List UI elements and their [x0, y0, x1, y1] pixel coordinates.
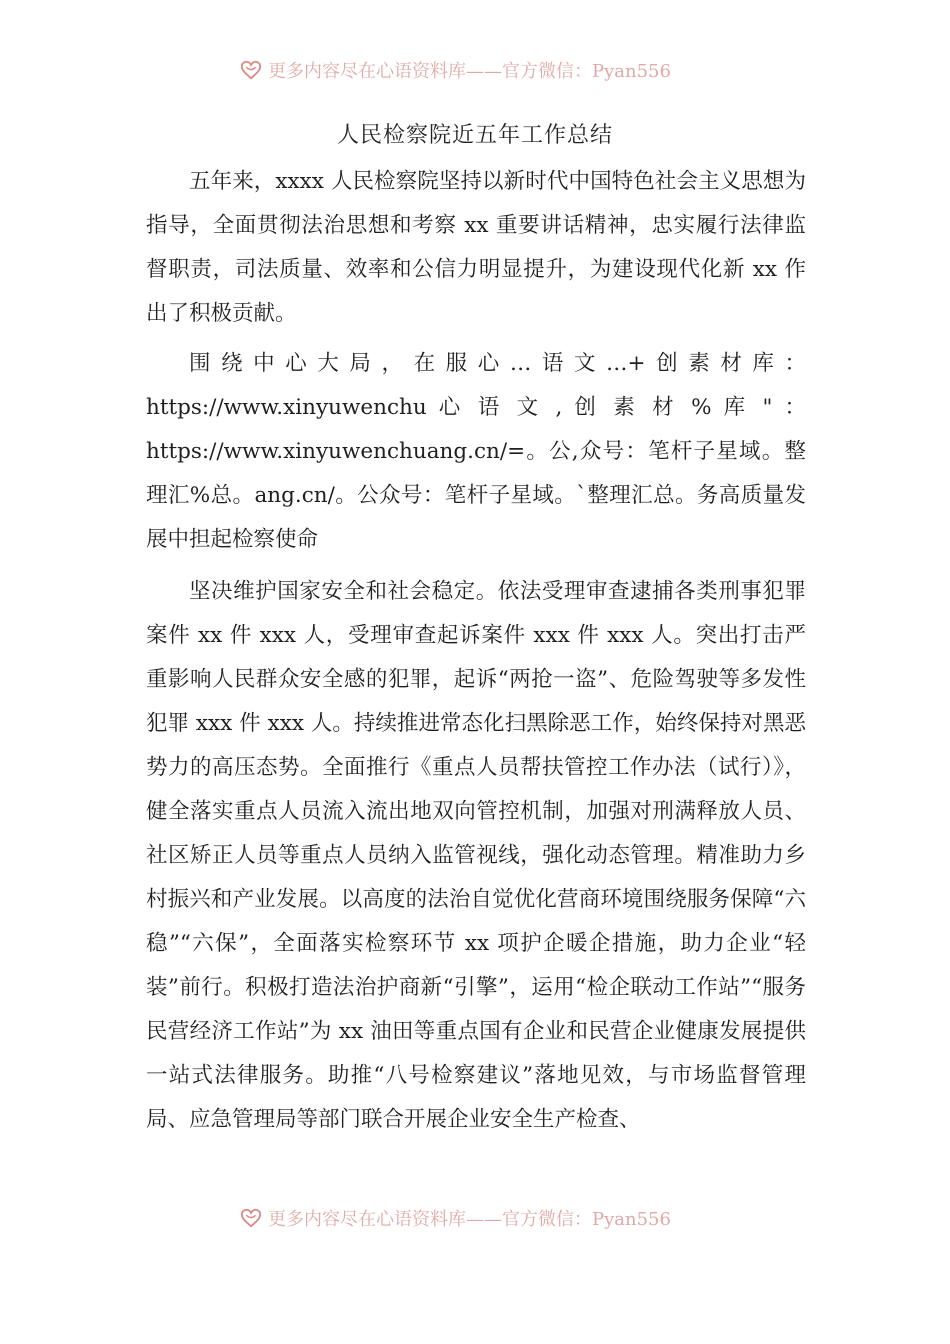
watermark-text: 更多内容尽在心语资料库——官方微信：Pyan556	[268, 1209, 671, 1230]
watermark-text: 更多内容尽在心语资料库——官方微信：Pyan556	[268, 61, 671, 82]
paragraph-section-heading: 围绕中心大局，在服心…语文…+创素材库：https://www.xinyuwenchu 心 语 文 , 创 素 材 % 库 " ： https://www.xinyuwenchuang.cn/=。公,众号：笔杆子星域。整理汇%总。ang.cn/。公众号：笔杆子星域。`整理汇总。务高质量发展中担起检察使命	[146, 351, 806, 552]
paragraph-security: 坚决维护国家安全和社会稳定。依法受理审查逮捕各类刑事犯罪案件 xx 件 xxx 人，受理审查起诉案件 xxx 件 xxx 人。突出打击严重影响人民群众安全感的犯罪，起诉“两抢一盗”、危险驾驶等多发性犯罪 xxx 件 xxx 人。持续推进常态化扫黑除恶工作，始终保持对黑恶势力的高压态势。全面推行《重点人员帮扶管控工作办法（试行）》，健全落实重点人员流入流出地双向管控机制，加强对刑满释放人员、社区矫正人员等重点人员纳入监管视线，强化动态管理。精准助力乡村振兴和产业发展。以高度的法治自觉优化营商环境围绕服务保障“六稳”“六保”，全面落实检察环节 xx 项护企暖企措施，助力企业“轻装”前行。积极打造法治护商新“引擎”，运用“检企联动工作站”“服务民营经济工作站”为 xx 油田等重点国有企业和民营企业健康发展提供一站式法律服务。助推“八号检察建议”落地见效，与市场监督管理局、应急管理局等部门联合开展企业安全生产检查、	[146, 579, 806, 1132]
document-body	[146, 160, 806, 1142]
watermark-footer	[240, 1206, 720, 1230]
watermark-header	[240, 58, 720, 82]
document-title: 人民检察院近五年工作总结	[336, 123, 613, 148]
paragraph-intro: 五年来，xxxx 人民检察院坚持以新时代中国特色社会主义思想为指导，全面贯彻法治思想和考察 xx 重要讲话精神，忠实履行法律监督职责，司法质量、效率和公信力明显提升，为建设现代化新 xx 作出了积极贡献。	[146, 169, 806, 326]
heart-logo-icon	[240, 59, 262, 81]
heart-logo-icon	[240, 1207, 262, 1229]
